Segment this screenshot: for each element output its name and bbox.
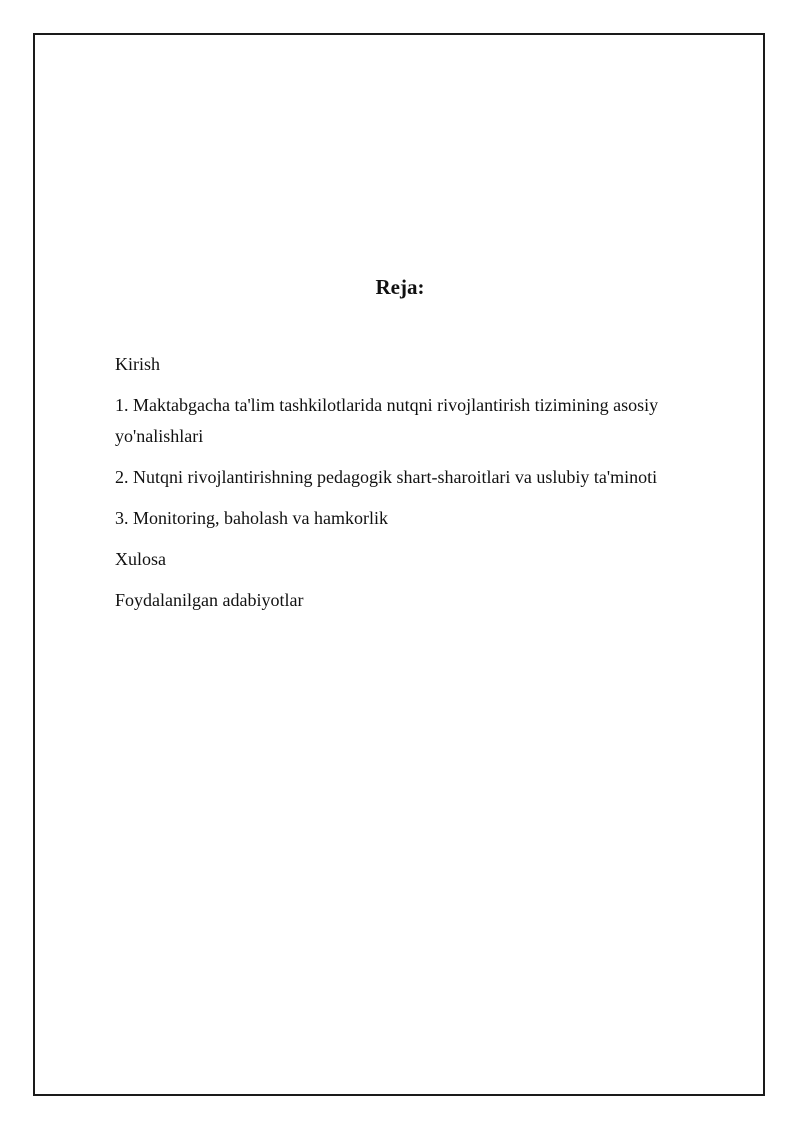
toc-item-1: 1. Maktabgacha ta'lim tashkilotlarida nutqni rivojlantirish tizimining asosiy yo'nalishlari [115, 395, 659, 446]
toc-item-introduction: Kirish [115, 354, 160, 374]
table-of-contents [115, 349, 715, 626]
page-title: Reja: [375, 275, 425, 299]
toc-item-references: Foydalanilgan adabiyotlar [115, 590, 304, 610]
toc-item-2: 2. Nutqni rivojlantirishning pedagogik shart-sharoitlari va uslubiy ta'minoti [115, 467, 658, 487]
toc-item-3: 3. Monitoring, baholash va hamkorlik [115, 508, 388, 528]
toc-item-conclusion: Xulosa [115, 549, 166, 569]
